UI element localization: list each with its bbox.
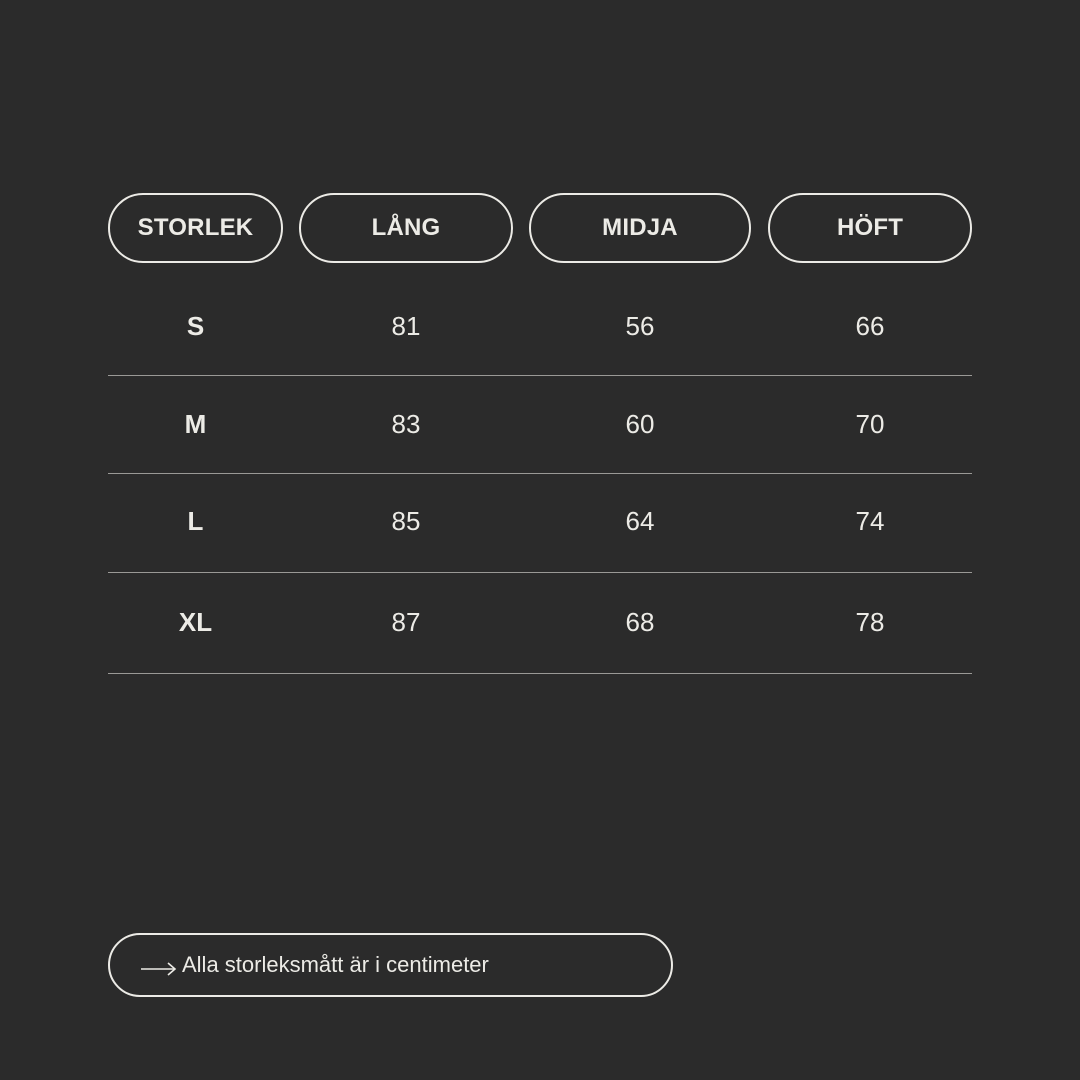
lang-cell: 83 bbox=[391, 408, 421, 439]
hoft-cell: 78 bbox=[855, 606, 885, 637]
header-hoft: HÖFT bbox=[768, 193, 972, 263]
table-row bbox=[108, 573, 972, 671]
table-row bbox=[108, 277, 972, 375]
table-row bbox=[108, 472, 972, 570]
midja-cell: 64 bbox=[625, 505, 655, 536]
table-row bbox=[108, 375, 972, 473]
midja-cell: 68 bbox=[625, 606, 655, 637]
midja-cell: 56 bbox=[625, 310, 655, 341]
hoft-cell: 66 bbox=[855, 310, 885, 341]
row-divider bbox=[108, 673, 972, 674]
size-cell: L bbox=[187, 505, 204, 536]
header-lang: LÅNG bbox=[299, 193, 513, 263]
header-storlek: STORLEK bbox=[108, 193, 283, 263]
size-cell: S bbox=[186, 310, 205, 341]
measurement-note bbox=[108, 933, 673, 997]
lang-cell: 87 bbox=[391, 606, 421, 637]
arrow-right-icon bbox=[140, 957, 178, 973]
size-cell: XL bbox=[178, 606, 213, 637]
midja-cell: 60 bbox=[625, 408, 655, 439]
hoft-cell: 74 bbox=[855, 505, 885, 536]
lang-cell: 81 bbox=[391, 310, 421, 341]
note-text: Alla storleksmått är i centimeter bbox=[182, 952, 489, 977]
size-cell: M bbox=[184, 408, 207, 439]
header-midja: MIDJA bbox=[529, 193, 751, 263]
lang-cell: 85 bbox=[391, 505, 421, 536]
hoft-cell: 70 bbox=[855, 408, 885, 439]
